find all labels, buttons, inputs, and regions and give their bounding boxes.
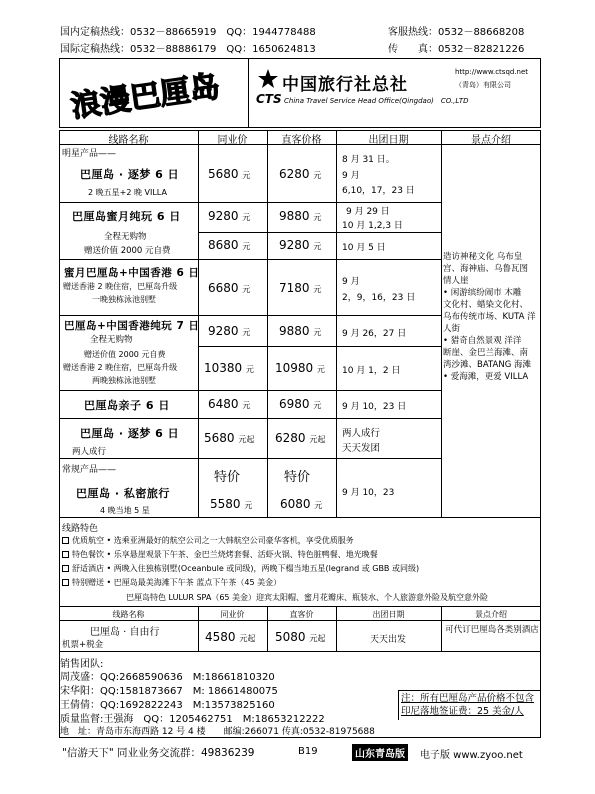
domestic-hotline: 国内定稿热线：0532－88665919 QQ：1944778488: [60, 27, 316, 38]
sales-contact: 王倩倩：QQ:1692822243 M:13573825160: [60, 700, 275, 711]
product-name: 巴厘岛 · 私密旅行: [76, 487, 170, 500]
service-hotline: 客服热线：0532－88668208: [388, 27, 525, 38]
checkbox-icon: [62, 551, 69, 558]
product-sub: 一晚独栋泳池别墅: [92, 295, 156, 304]
product-sub: 全程无购物: [104, 232, 147, 242]
brand-subsidiary: （青岛）有限公司: [455, 81, 511, 89]
sales-title: 销售团队:: [60, 659, 104, 670]
cts-logo-icon: [257, 68, 279, 90]
depart-date: 6,10，17，23 日: [342, 186, 415, 196]
direct-price: 9280 元: [279, 238, 322, 252]
banner-title: [64, 64, 234, 120]
trade-price: 6480 元: [208, 397, 251, 411]
address: 地 址：青岛市东海西路 12 号 4 楼 邮编:266071 传真:0532-81975688: [60, 727, 375, 737]
product-name: 巴厘岛 · 逐梦 6 日: [80, 427, 180, 440]
trade-price: 5680 元起: [204, 431, 255, 445]
special-label: 特价: [214, 470, 241, 485]
col-header-date: 出团日期: [368, 135, 409, 146]
product-sub: 赠送香港 2 晚住宿，巴厘岛升级: [63, 282, 178, 291]
product-name: 巴厘岛蜜月纯玩 6 日: [72, 210, 181, 223]
feature-item: 特别赠送 • 巴厘岛最美海滩下午茶 蓝点下午茶（45 美金）: [62, 577, 281, 588]
edition-link[interactable]: 电子版 www.zyoo.net: [420, 750, 523, 761]
depart-date: 9 月 29 日: [346, 207, 390, 217]
depart-date: 两人成行: [342, 428, 381, 439]
feature-item: 舒适酒店 • 两晚入住独栋别墅(Oceanbule 或同级)，两晚下榻当地五星(legrand 或 GBB 或同级): [62, 563, 419, 574]
product-sub: 赠送价值 2000 元自费: [84, 350, 166, 359]
feature-extra: 巴厘岛特色 LULUR SPA（65 美金）迎宾太阳帽、蜜月花瓣床、瓶装水、个人旅游意外险及航空意外险: [126, 593, 489, 602]
depart-date: 2，9，16，23 日: [342, 293, 416, 303]
trade-price: 8680 元: [208, 238, 251, 252]
feature-item: 优质航空 • 选乘亚洲最好的航空公司之一大韩航空公司豪华客机，享受优质服务: [62, 535, 354, 546]
product-sub: 4 晚当地 5 星: [100, 506, 150, 515]
depart-date: 10 月 1，2 日: [342, 366, 401, 376]
product-name: 蜜月巴厘岛+中国香港 6 日: [64, 267, 200, 279]
scenic-intro: 造访神秘文化 乌布皇 宫、海神庙、乌鲁瓦图 情人崖 • 闲游缤纷闹市 木雕 文化村、蜡染文化村、 乌布传统市场、KUTA 洋 人街 • 猎奇自然景观 洋洋 断崖、金巴兰海滩、南 湾沙滩、BATANG 海滩 • 爱海滩，更爱 VILLA: [443, 252, 536, 382]
product-sub: 机票+税金: [62, 640, 104, 650]
direct-price: 10980 元: [275, 361, 326, 375]
sales-contact: 周茂盛：QQ:2668590636 M:18661810320: [60, 672, 275, 683]
direct-price: 5080 元起: [275, 630, 326, 644]
scenic-intro: 可代订巴厘岛各类别酒店: [445, 625, 539, 635]
product-sub: 两人成行: [72, 447, 107, 457]
depart-date: 9 月 10，23 日: [342, 402, 407, 412]
direct-price: 7180 元: [279, 281, 322, 295]
category-regular: 常规产品——: [62, 465, 117, 475]
trade-price: 4580 元起: [205, 630, 256, 644]
checkbox-icon: [62, 537, 69, 544]
col-header-trade: 同业价: [217, 135, 248, 146]
trade-price: 5680 元: [208, 167, 251, 181]
product-name: 巴厘岛亲子 6 日: [84, 399, 170, 412]
product-name: 巴厘岛+中国香港纯玩 7 日: [64, 320, 200, 332]
depart-date: 天天发团: [342, 443, 381, 454]
checkbox-icon: [62, 579, 69, 586]
direct-price: 6280 元: [279, 167, 322, 181]
direct-price: 6280 元起: [275, 431, 326, 445]
direct-price: 9880 元: [279, 209, 322, 223]
col-header-direct: 直客价格: [281, 135, 322, 146]
page-number: B19: [298, 746, 318, 757]
trade-price: 9280 元: [208, 324, 251, 338]
trade-price: 9280 元: [208, 209, 251, 223]
intl-hotline: 国际定稿热线：0532－88886179 QQ：1650624813: [60, 44, 316, 55]
depart-date: 10 月 1,2,3 日: [342, 221, 403, 231]
sales-contact: 宋华阳：QQ:1581873667 M: 18661480075: [60, 686, 278, 697]
quality-contact: 质量监督:王强海 QQ：1205462751 M:18653212222: [60, 714, 325, 725]
brand-cn: 中国旅行社总社: [282, 75, 408, 95]
depart-date: 8 月 31 日。: [342, 155, 395, 165]
trade-price: 5580 元: [210, 497, 253, 511]
direct-price: 6080 元: [280, 497, 323, 511]
col-header-route: 线路名称: [108, 135, 149, 146]
depart-date: 9 月: [342, 277, 360, 287]
col-header-route: 线路名称: [112, 610, 145, 619]
category-star: 明星产品——: [62, 149, 117, 159]
trade-price: 10380 元: [204, 361, 255, 375]
features-title: 线路特色: [62, 524, 99, 534]
fax-line: 传 真：0532－82821226: [388, 44, 525, 55]
visa-note: 注：所有巴厘岛产品价格不包含印尼落地签证费：25 美金/人: [401, 693, 535, 717]
col-header-scenic: 景点介绍: [475, 610, 507, 619]
col-header-direct: 直客价: [289, 610, 314, 619]
depart-date: 天天出发: [370, 635, 407, 645]
depart-date: 10 月 5 日: [342, 243, 386, 253]
product-sub: 赠送香港 2 晚住宿，巴厘岛升级: [63, 363, 178, 372]
checkbox-icon: [62, 565, 69, 572]
feature-item: 特色餐饮 • 乐享悬崖观景下午茶、金巴兰烧烤套餐、活虾火锅、特色脏鸭餐、地光晚餐: [62, 549, 378, 560]
direct-price: 9880 元: [279, 324, 322, 338]
direct-price: 6980 元: [279, 397, 322, 411]
special-label: 特价: [284, 470, 311, 485]
depart-date: 9 月 10，23: [342, 488, 395, 498]
product-sub: 赠送价值 2000 元自费: [84, 246, 171, 256]
product-name: 巴厘岛 · 逐梦 6 日: [80, 168, 180, 181]
brand-abbr: CTS: [256, 92, 282, 106]
col-header-date: 出团日期: [372, 610, 405, 619]
product-sub: 全程无购物: [90, 335, 133, 345]
footer-slogan: "信游天下" 同业业务交流群：49836239: [62, 747, 255, 759]
trade-price: 6680 元: [208, 281, 251, 295]
col-header-trade: 同业价: [220, 610, 245, 619]
product-sub: 两晚独栋泳池别墅: [92, 376, 156, 385]
svg-text:浪漫巴厘岛: 浪漫巴厘岛: [68, 69, 223, 120]
depart-date: 9 月 26，27 日: [342, 329, 407, 339]
product-sub: 2 晚五星+2 晚 VILLA: [88, 188, 167, 197]
paper-badge: 山东青岛版: [352, 744, 408, 761]
brand-en: China Travel Service Head Office(Qingdao) CO.,LTD: [284, 97, 469, 105]
depart-date: 9 月: [342, 171, 360, 181]
product-name: 巴厘岛 · 自由行: [90, 627, 160, 638]
brand-url: http://www.ctsqd.net: [455, 68, 529, 76]
col-header-scenic: 景点介绍: [471, 135, 511, 146]
